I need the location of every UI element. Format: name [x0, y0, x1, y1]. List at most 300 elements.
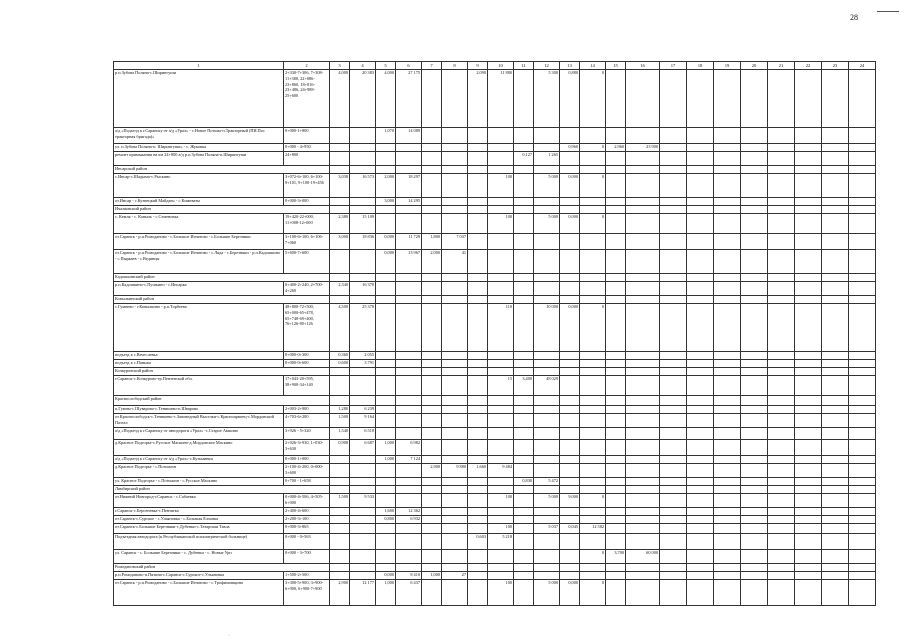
- empty-cell: [396, 486, 422, 494]
- header-cell: 13: [560, 62, 580, 70]
- value-cell: 0,000: [376, 250, 396, 274]
- value-cell: [376, 214, 396, 234]
- value-cell: [741, 414, 768, 428]
- value-cell: [626, 304, 660, 352]
- empty-cell: [560, 206, 580, 214]
- value-cell: [795, 478, 822, 486]
- value-cell: 1,540: [330, 428, 350, 440]
- value-cell: [330, 508, 350, 516]
- empty-cell: [849, 564, 876, 572]
- value-cell: [687, 508, 714, 516]
- value-cell: [376, 152, 396, 166]
- value-cell: [376, 550, 396, 564]
- value-cell: [626, 352, 660, 360]
- table-row: [114, 144, 876, 152]
- empty-cell: [560, 274, 580, 282]
- value-cell: [626, 406, 660, 414]
- value-cell: [534, 516, 560, 524]
- table-row: [114, 174, 876, 198]
- table-row: [114, 198, 876, 206]
- empty-cell: [606, 206, 626, 214]
- value-cell: 100: [488, 494, 514, 508]
- value-cell: [714, 198, 741, 206]
- value-cell: [488, 516, 514, 524]
- value-cell: [534, 550, 560, 564]
- section-km-cell: 0+000 - 3+700: [284, 550, 330, 564]
- road-name-cell: ул. Саранск - с. Большие Березники - с. Дубенки - с. Новые Урп: [114, 550, 284, 564]
- empty-cell: [488, 396, 514, 406]
- value-cell: [626, 360, 660, 368]
- section-title: Ковылкинский район: [114, 296, 330, 304]
- value-cell: 12 177: [350, 580, 376, 606]
- value-cell: [795, 304, 822, 352]
- value-cell: 0,000: [560, 580, 580, 606]
- value-cell: [687, 304, 714, 352]
- value-cell: [768, 250, 795, 274]
- value-cell: [468, 250, 488, 274]
- value-cell: [514, 234, 534, 250]
- value-cell: [714, 534, 741, 550]
- empty-cell: [514, 274, 534, 282]
- value-cell: 3,000: [376, 198, 396, 206]
- value-cell: [822, 550, 849, 564]
- table-row: [114, 524, 876, 534]
- value-cell: [822, 214, 849, 234]
- value-cell: 27: [442, 572, 468, 580]
- empty-cell: [768, 206, 795, 214]
- value-cell: [660, 198, 687, 206]
- empty-cell: [560, 368, 580, 376]
- value-cell: [488, 508, 514, 516]
- value-cell: 1,000: [376, 456, 396, 464]
- table-row: [114, 414, 876, 428]
- roads-table: [113, 61, 876, 606]
- empty-cell: [768, 296, 795, 304]
- table-row: [114, 234, 876, 250]
- value-cell: [330, 128, 350, 144]
- empty-cell: [741, 206, 768, 214]
- value-cell: [580, 440, 606, 456]
- empty-cell: [442, 166, 468, 174]
- road-name-cell: п.Гумны-с.Шуварово-с.Тенишево-п.Шварово: [114, 406, 284, 414]
- section-km-cell: 17+043-20+595, 38+900-34+140: [284, 376, 330, 396]
- road-name-cell: с.Гумнево - г.Ковылкино - р.п.Торбеево: [114, 304, 284, 352]
- empty-cell: [822, 166, 849, 174]
- value-cell: [660, 494, 687, 508]
- road-name-cell: от.Саранск-с.Сурское - с.Ульяновка - с.Большая Елховка: [114, 516, 284, 524]
- empty-cell: [330, 396, 350, 406]
- value-cell: [580, 464, 606, 478]
- empty-cell: [795, 486, 822, 494]
- empty-cell: [580, 166, 606, 174]
- empty-cell: [534, 396, 560, 406]
- value-cell: [849, 534, 876, 550]
- value-cell: 5 000: [534, 580, 560, 606]
- empty-cell: [376, 486, 396, 494]
- value-cell: 1,070: [376, 128, 396, 144]
- empty-cell: [660, 396, 687, 406]
- value-cell: [660, 70, 687, 128]
- value-cell: [560, 234, 580, 250]
- empty-cell: [849, 486, 876, 494]
- empty-cell: [468, 564, 488, 572]
- value-cell: 3,000: [330, 234, 350, 250]
- road-name-cell: подъезд к с.Паньжа: [114, 360, 284, 368]
- value-cell: 0,880: [560, 70, 580, 128]
- value-cell: 3 791: [350, 360, 376, 368]
- section-km-cell: 0+000 - 4+950: [284, 144, 330, 152]
- value-cell: [822, 494, 849, 508]
- value-cell: [849, 128, 876, 144]
- value-cell: [396, 376, 422, 396]
- value-cell: [534, 352, 560, 360]
- value-cell: [468, 144, 488, 152]
- corner-mark: [877, 11, 899, 12]
- value-cell: [468, 304, 488, 352]
- value-cell: [606, 580, 626, 606]
- value-cell: [488, 250, 514, 274]
- value-cell: [442, 406, 468, 414]
- section-km-cell: 2+200-3+100: [284, 516, 330, 524]
- value-cell: 0,127: [514, 152, 534, 166]
- section-row: [114, 296, 876, 304]
- value-cell: 2,380: [330, 214, 350, 234]
- empty-cell: [488, 368, 514, 376]
- value-cell: 0: [580, 580, 606, 606]
- value-cell: [396, 214, 422, 234]
- value-cell: [660, 478, 687, 486]
- value-cell: [396, 494, 422, 508]
- value-cell: [514, 70, 534, 128]
- section-row: [114, 166, 876, 174]
- value-cell: [687, 352, 714, 360]
- section-row: [114, 274, 876, 282]
- road-name-cell: а/д «Подъезд к г.Саранску от а/д «Урал»-с.Кузьминки: [114, 456, 284, 464]
- value-cell: 2,000: [376, 174, 396, 198]
- empty-cell: [795, 206, 822, 214]
- empty-cell: [768, 166, 795, 174]
- value-cell: 20 383: [350, 70, 376, 128]
- header-cell: 1: [114, 62, 284, 70]
- value-cell: [514, 128, 534, 144]
- empty-cell: [442, 564, 468, 572]
- value-cell: [606, 414, 626, 428]
- empty-cell: [714, 296, 741, 304]
- value-cell: [849, 282, 876, 296]
- header-cell: 16: [626, 62, 660, 70]
- empty-cell: [849, 368, 876, 376]
- value-cell: [741, 250, 768, 274]
- value-cell: [422, 440, 442, 456]
- empty-cell: [350, 396, 376, 406]
- empty-cell: [626, 296, 660, 304]
- value-cell: [822, 376, 849, 396]
- value-cell: [350, 250, 376, 274]
- empty-cell: [350, 564, 376, 572]
- empty-cell: [330, 296, 350, 304]
- value-cell: [560, 516, 580, 524]
- value-cell: 1,000: [376, 580, 396, 606]
- value-cell: [626, 456, 660, 464]
- value-cell: [422, 214, 442, 234]
- value-cell: [822, 282, 849, 296]
- value-cell: [822, 250, 849, 274]
- value-cell: [687, 516, 714, 524]
- value-cell: [714, 282, 741, 296]
- value-cell: [795, 456, 822, 464]
- value-cell: [514, 516, 534, 524]
- value-cell: [514, 198, 534, 206]
- page-number: 28: [850, 13, 858, 22]
- value-cell: [442, 376, 468, 396]
- value-cell: [442, 128, 468, 144]
- header-cell: 11: [514, 62, 534, 70]
- empty-cell: [534, 296, 560, 304]
- value-cell: [687, 198, 714, 206]
- value-cell: [768, 440, 795, 456]
- value-cell: [468, 478, 488, 486]
- road-name-cell: от.Саранск - р.п.Ромоданово - с.Большие Игнатово - с.Трофимовщина: [114, 580, 284, 606]
- value-cell: [849, 360, 876, 368]
- value-cell: [488, 152, 514, 166]
- value-cell: [687, 234, 714, 250]
- value-cell: [396, 534, 422, 550]
- value-cell: [468, 428, 488, 440]
- value-cell: [514, 534, 534, 550]
- value-cell: [795, 128, 822, 144]
- empty-cell: [442, 368, 468, 376]
- value-cell: [514, 524, 534, 534]
- table-row: [114, 282, 876, 296]
- value-cell: [514, 282, 534, 296]
- value-cell: 1,280: [330, 406, 350, 414]
- value-cell: [330, 572, 350, 580]
- value-cell: [468, 152, 488, 166]
- value-cell: 6 932: [396, 516, 422, 524]
- value-cell: [442, 494, 468, 508]
- value-cell: [442, 550, 468, 564]
- header-cell: 17: [660, 62, 687, 70]
- empty-cell: [741, 274, 768, 282]
- table-row: [114, 406, 876, 414]
- value-cell: [660, 428, 687, 440]
- value-cell: 27 175: [396, 70, 422, 128]
- value-cell: [468, 360, 488, 368]
- value-cell: [795, 534, 822, 550]
- empty-cell: [422, 368, 442, 376]
- value-cell: [714, 214, 741, 234]
- value-cell: [741, 376, 768, 396]
- empty-cell: [626, 368, 660, 376]
- value-cell: [626, 234, 660, 250]
- value-cell: [660, 440, 687, 456]
- value-cell: [468, 174, 488, 198]
- value-cell: 18 297: [396, 174, 422, 198]
- value-cell: [606, 494, 626, 508]
- value-cell: [626, 128, 660, 144]
- value-cell: [714, 516, 741, 524]
- value-cell: 12 582: [580, 524, 606, 534]
- value-cell: [330, 198, 350, 206]
- value-cell: [580, 508, 606, 516]
- road-name-cell: а/д «Подъезд к г.Саранску от а/д «Урал» - с.Новое Потьма-п.Тракторный (ПИ.Пос тракторная бригада)»: [114, 128, 284, 144]
- value-cell: [741, 524, 768, 534]
- empty-cell: [534, 206, 560, 214]
- value-cell: [422, 508, 442, 516]
- value-cell: 11 729: [396, 234, 422, 250]
- value-cell: [626, 534, 660, 550]
- value-cell: [626, 70, 660, 128]
- value-cell: 10 000: [534, 304, 560, 352]
- table-row: [114, 360, 876, 368]
- empty-cell: [488, 166, 514, 174]
- value-cell: [442, 508, 468, 516]
- value-cell: [660, 550, 687, 564]
- value-cell: [849, 440, 876, 456]
- empty-cell: [741, 166, 768, 174]
- value-cell: [514, 428, 534, 440]
- empty-cell: [687, 274, 714, 282]
- value-cell: [626, 214, 660, 234]
- value-cell: [330, 144, 350, 152]
- value-cell: [714, 406, 741, 414]
- value-cell: [534, 572, 560, 580]
- value-cell: [768, 144, 795, 152]
- empty-cell: [741, 396, 768, 406]
- header-cell: 12: [534, 62, 560, 70]
- empty-cell: [560, 166, 580, 174]
- value-cell: [606, 352, 626, 360]
- empty-cell: [768, 368, 795, 376]
- empty-cell: [822, 274, 849, 282]
- value-cell: [849, 152, 876, 166]
- value-cell: 0,600: [330, 360, 350, 368]
- value-cell: [534, 360, 560, 368]
- road-name-cell: д.Красное Подгорье-с.Русское Маскино-д.Мордовское Маскино: [114, 440, 284, 456]
- value-cell: [714, 250, 741, 274]
- value-cell: [422, 534, 442, 550]
- value-cell: [714, 580, 741, 606]
- value-cell: [330, 456, 350, 464]
- value-cell: [534, 464, 560, 478]
- empty-cell: [560, 296, 580, 304]
- value-cell: [687, 534, 714, 550]
- value-cell: [822, 516, 849, 524]
- value-cell: [741, 70, 768, 128]
- value-cell: 0: [580, 174, 606, 198]
- header-cell: 4: [350, 62, 376, 70]
- value-cell: [422, 494, 442, 508]
- value-cell: [687, 174, 714, 198]
- empty-cell: [468, 206, 488, 214]
- value-cell: 14 295: [396, 198, 422, 206]
- value-cell: [442, 534, 468, 550]
- value-cell: [606, 214, 626, 234]
- value-cell: [606, 524, 626, 534]
- value-cell: [626, 508, 660, 516]
- value-cell: [606, 534, 626, 550]
- value-cell: [795, 414, 822, 428]
- value-cell: [396, 428, 422, 440]
- value-cell: [514, 456, 534, 464]
- value-cell: [714, 174, 741, 198]
- value-cell: [626, 282, 660, 296]
- value-cell: [468, 572, 488, 580]
- empty-cell: [468, 486, 488, 494]
- value-cell: [626, 250, 660, 274]
- value-cell: [396, 282, 422, 296]
- value-cell: [795, 376, 822, 396]
- value-cell: 0: [580, 214, 606, 234]
- empty-cell: [560, 396, 580, 406]
- value-cell: [741, 174, 768, 198]
- value-cell: [768, 352, 795, 360]
- value-cell: [488, 440, 514, 456]
- value-cell: [606, 440, 626, 456]
- empty-cell: [488, 564, 514, 572]
- value-cell: [822, 464, 849, 478]
- header-cell: 2: [284, 62, 330, 70]
- section-km-cell: 1+500-2+500: [284, 572, 330, 580]
- value-cell: [442, 414, 468, 428]
- value-cell: 14 089: [396, 128, 422, 144]
- value-cell: [660, 508, 687, 516]
- value-cell: 7 037: [442, 234, 468, 250]
- value-cell: [580, 152, 606, 166]
- table-row: [114, 352, 876, 360]
- value-cell: [442, 352, 468, 360]
- value-cell: [580, 478, 606, 486]
- header-cell: 22: [795, 62, 822, 70]
- value-cell: [468, 494, 488, 508]
- value-cell: [560, 406, 580, 414]
- empty-cell: [376, 564, 396, 572]
- value-cell: [822, 580, 849, 606]
- value-cell: [560, 152, 580, 166]
- value-cell: [768, 198, 795, 206]
- value-cell: [422, 524, 442, 534]
- value-cell: [849, 580, 876, 606]
- value-cell: [422, 580, 442, 606]
- empty-cell: [376, 396, 396, 406]
- section-km-cell: 2+400-4+600: [284, 508, 330, 516]
- value-cell: [822, 128, 849, 144]
- value-cell: 48 029: [534, 376, 560, 396]
- value-cell: 3,400: [514, 376, 534, 396]
- header-cell: 20: [741, 62, 768, 70]
- value-cell: [488, 428, 514, 440]
- value-cell: [660, 128, 687, 144]
- empty-cell: [534, 274, 560, 282]
- value-cell: [849, 70, 876, 128]
- value-cell: [795, 250, 822, 274]
- value-cell: [714, 440, 741, 456]
- value-cell: [849, 464, 876, 478]
- value-cell: [687, 406, 714, 414]
- value-cell: [795, 428, 822, 440]
- empty-cell: [660, 166, 687, 174]
- empty-cell: [660, 274, 687, 282]
- value-cell: [514, 414, 534, 428]
- value-cell: [849, 144, 876, 152]
- empty-cell: [330, 274, 350, 282]
- value-cell: [488, 360, 514, 368]
- value-cell: [795, 152, 822, 166]
- value-cell: [626, 174, 660, 198]
- empty-cell: [350, 274, 376, 282]
- section-km-cell: 3+072-6+100, 6+100-9+101, 9+100-19+456: [284, 174, 330, 198]
- value-cell: [606, 234, 626, 250]
